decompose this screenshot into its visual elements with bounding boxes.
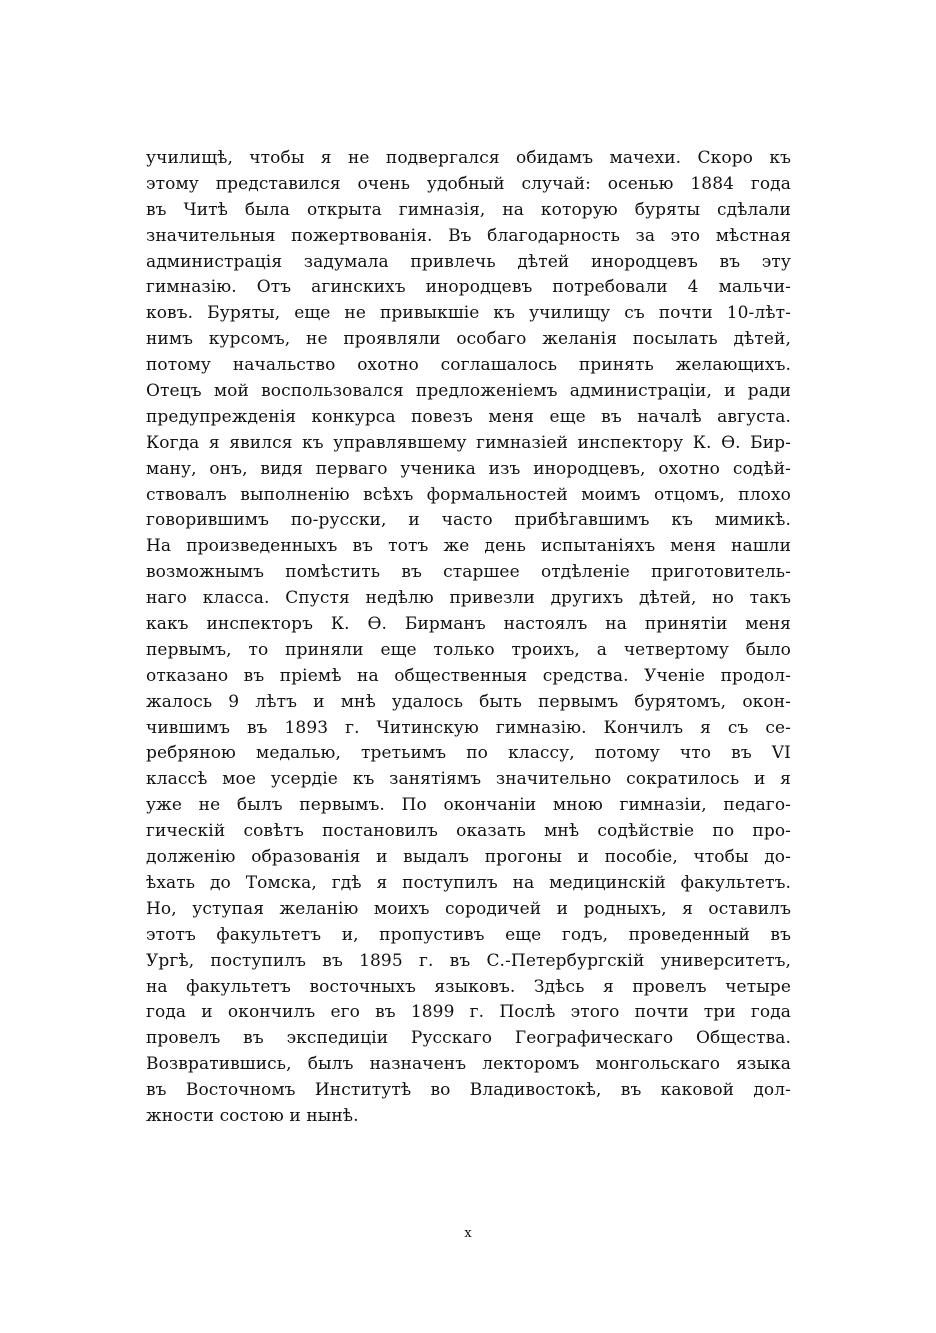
text-line: этому представился очень удобный случай: осенью 1884 года <box>146 173 791 194</box>
text-line: Ургѣ, поступилъ въ 1895 г. въ С.-Петербургскій университетъ, <box>146 950 791 971</box>
text-line: чившимъ въ 1893 г. Читинскую гимназію. Кончилъ я съ се- <box>146 717 791 738</box>
text-line: ствовалъ выполненію всѣхъ формальностей моимъ отцомъ, плохо <box>146 484 791 505</box>
text-line: года и окончилъ его въ 1899 г. Послѣ этого почти три года <box>146 1002 791 1023</box>
text-line: въ Восточномъ Институтѣ во Владивостокѣ, въ каковой дол- <box>146 1080 791 1101</box>
text-line: Возвратившись, былъ назначенъ лекторомъ монгольскаго языка <box>146 1054 791 1075</box>
text-line: значительныя пожертвованія. Въ благодарность за это мѣстная <box>146 225 791 246</box>
text-line: ребряною медалью, третьимъ по классу, потому что въ VI <box>146 743 791 764</box>
text-line: возможнымъ помѣстить въ старшее отдѣленіе приготовитель- <box>146 562 791 583</box>
text-line: На произведенныхъ въ тотъ же день испытаніяхъ меня нашли <box>146 536 791 557</box>
text-line: Когда я явился къ управлявшему гимназіей инспектору К. Ѳ. Бир- <box>146 432 791 453</box>
text-line: ковъ. Буряты, еще не привыкшіе къ училищу съ почти 10-лѣт- <box>146 303 791 324</box>
text-line: классѣ мое усердіе къ занятіямъ значительно сократилось и я <box>146 769 791 790</box>
text-line: долженію образованія и выдалъ прогоны и пособіе, чтобы до- <box>146 847 791 868</box>
text-line: ѣхать до Томска, гдѣ я поступилъ на медицинскій факультетъ. <box>146 872 791 893</box>
text-line: училищѣ, чтобы я не подвергался обидамъ мачехи. Скоро къ <box>146 148 791 168</box>
body-text <box>146 146 791 1130</box>
text-line: потому начальство охотно соглашалось принять желающихъ. <box>146 355 791 376</box>
text-line: на факультетъ восточныхъ языковъ. Здѣсь я провелъ четыре <box>146 976 791 997</box>
text-line: жалось 9 лѣтъ и мнѣ удалось быть первымъ бурятомъ, окон- <box>146 691 791 712</box>
text-line: нимъ курсомъ, не проявляли особаго желанія посылать дѣтей, <box>146 329 791 350</box>
text-line: въ Читѣ была открыта гимназія, на которую буряты сдѣлали <box>146 199 791 220</box>
text-line: гимназію. Отъ агинскихъ инородцевъ потребовали 4 мальчи- <box>146 277 791 298</box>
text-line: жности состою и нынѣ. <box>146 1105 359 1126</box>
text-line: этотъ факультетъ и, пропустивъ еще годъ, проведенный въ <box>146 924 791 945</box>
text-line: Отецъ мой воспользовался предложеніемъ администраціи, и ради <box>146 381 791 402</box>
text-line: какъ инспекторъ К. Ѳ. Бирманъ настоялъ на принятіи меня <box>146 614 791 635</box>
text-line: администрація задумала привлечь дѣтей инородцевъ въ эту <box>146 251 791 272</box>
text-line: уже не былъ первымъ. По окончаніи мною гимназіи, педаго- <box>146 795 791 816</box>
text-line: провелъ въ экспедиціи Русскаго Географическаго Общества. <box>146 1028 791 1049</box>
text-line: первымъ, то приняли еще только троихъ, а четвертому было <box>146 639 791 660</box>
text-line: Но, уступая желанію моихъ сородичей и родныхъ, я оставилъ <box>146 898 791 919</box>
text-line: говорившимъ по-русски, и часто прибѣгавшимъ къ мимикѣ. <box>146 510 791 531</box>
text-line: наго класса. Спустя недѣлю привезли другихъ дѣтей, но такъ <box>146 588 791 609</box>
text-line: ману, онъ, видя перваго ученика изъ инородцевъ, охотно содѣй- <box>146 458 791 479</box>
text-line: предупрежденія конкурса повезъ меня еще въ началѣ августа. <box>146 406 791 427</box>
text-line: отказано въ пріемѣ на общественныя средства. Ученіе продол- <box>146 665 791 686</box>
text-line: гическій совѣтъ постановилъ оказать мнѣ содѣйствіе по про- <box>146 821 791 842</box>
page-number: x <box>464 1226 472 1241</box>
